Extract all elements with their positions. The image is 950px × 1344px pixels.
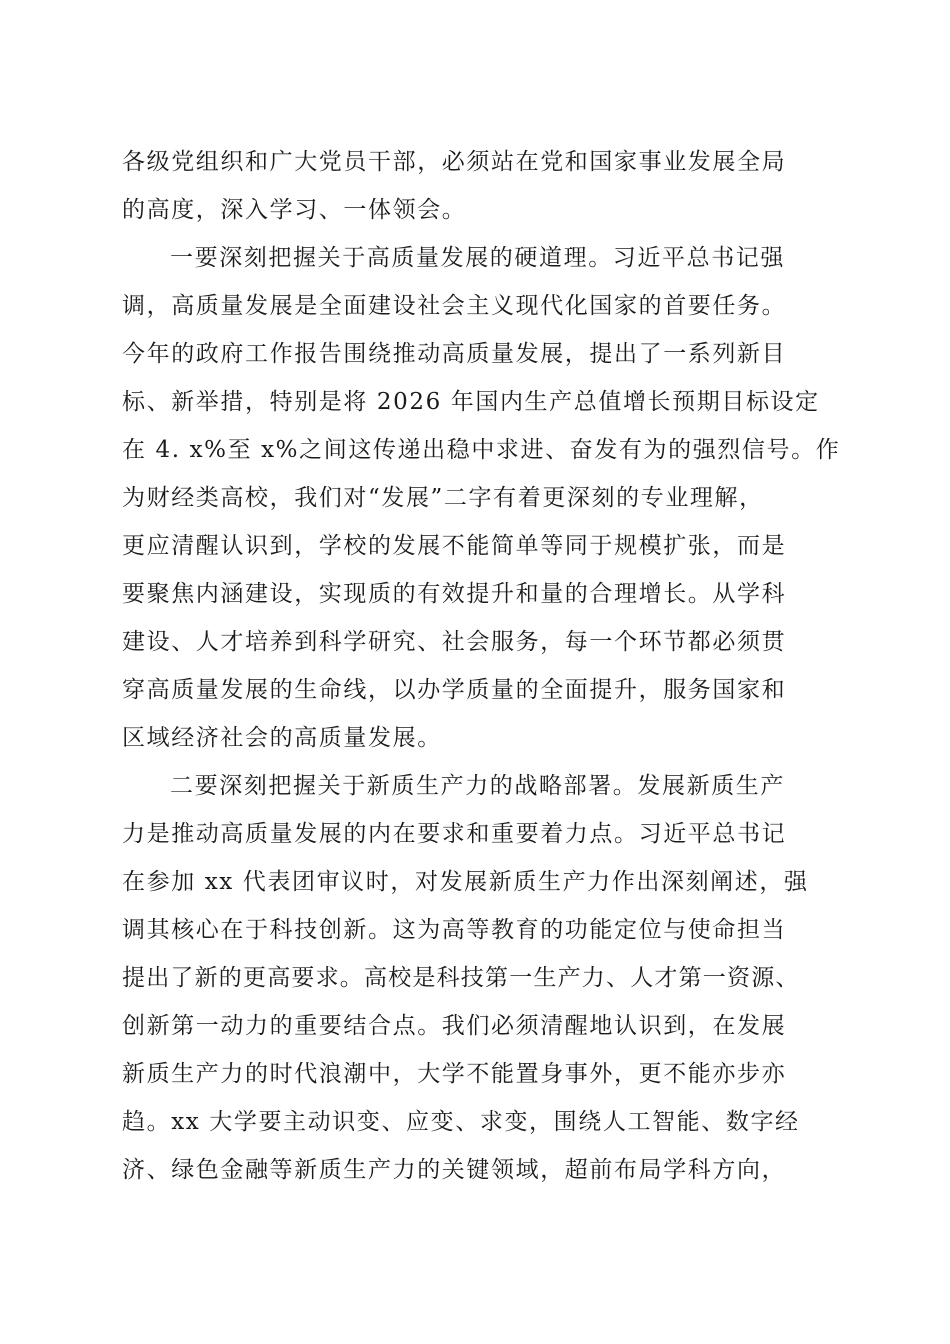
text-line: 在参加 xx 代表团审议时，对发展新质生产力作出深刻阐述，强 <box>122 869 809 895</box>
text-line: 调，高质量发展是全面建设社会主义现代化国家的首要任务。 <box>122 293 787 319</box>
text-line: 趋。xx 大学要主动识变、应变、求变，围绕人工智能、数字经 <box>122 1109 800 1135</box>
text-line: 建设、人才培养到科学研究、社会服务，每一个环节都必须贯 <box>122 629 787 655</box>
text-line: 标、新举措，特别是将 2026 年国内生产总值增长预期目标设定 <box>122 389 820 415</box>
text-line: 更应清醒认识到，学校的发展不能简单等同于规模扩张，而是 <box>122 533 787 559</box>
text-line: 新质生产力的时代浪潮中，大学不能置身事外，更不能亦步亦 <box>122 1061 787 1087</box>
text-line: 穿高质量发展的生命线，以办学质量的全面提升，服务国家和 <box>122 677 787 703</box>
paragraph-start-line: 一要深刻把握关于高质量发展的硬道理。习近平总书记强 <box>170 245 785 271</box>
text-line: 力是推动高质量发展的内在要求和重要着力点。习近平总书记 <box>122 821 787 847</box>
text-line: 在 4. x%至 x%之间这传递出稳中求进、奋发有为的强烈信号。作 <box>122 437 841 463</box>
paragraph-start-line: 二要深刻把握关于新质生产力的战略部署。发展新质生产 <box>170 773 785 799</box>
text-line: 各级党组织和广大党员干部，必须站在党和国家事业发展全局 <box>122 149 787 175</box>
text-line: 调其核心在于科技创新。这为高等教育的功能定位与使命担当 <box>122 917 787 943</box>
text-line: 要聚焦内涵建设，实现质的有效提升和量的合理增长。从学科 <box>122 581 787 607</box>
text-line: 为财经类高校，我们对“发展”二字有着更深刻的专业理解， <box>122 485 764 511</box>
text-line: 创新第一动力的重要结合点。我们必须清醒地认识到，在发展 <box>122 1013 787 1039</box>
text-line: 提出了新的更高要求。高校是科技第一生产力、人才第一资源、 <box>122 965 800 991</box>
text-line: 今年的政府工作报告围绕推动高质量发展，提出了一系列新目 <box>122 341 787 367</box>
text-line: 济、绿色金融等新质生产力的关键领域，超前布局学科方向， <box>122 1157 787 1183</box>
text-line: 的高度，深入学习、一体领会。 <box>122 197 467 223</box>
text-line: 区域经济社会的高质量发展。 <box>122 725 442 751</box>
